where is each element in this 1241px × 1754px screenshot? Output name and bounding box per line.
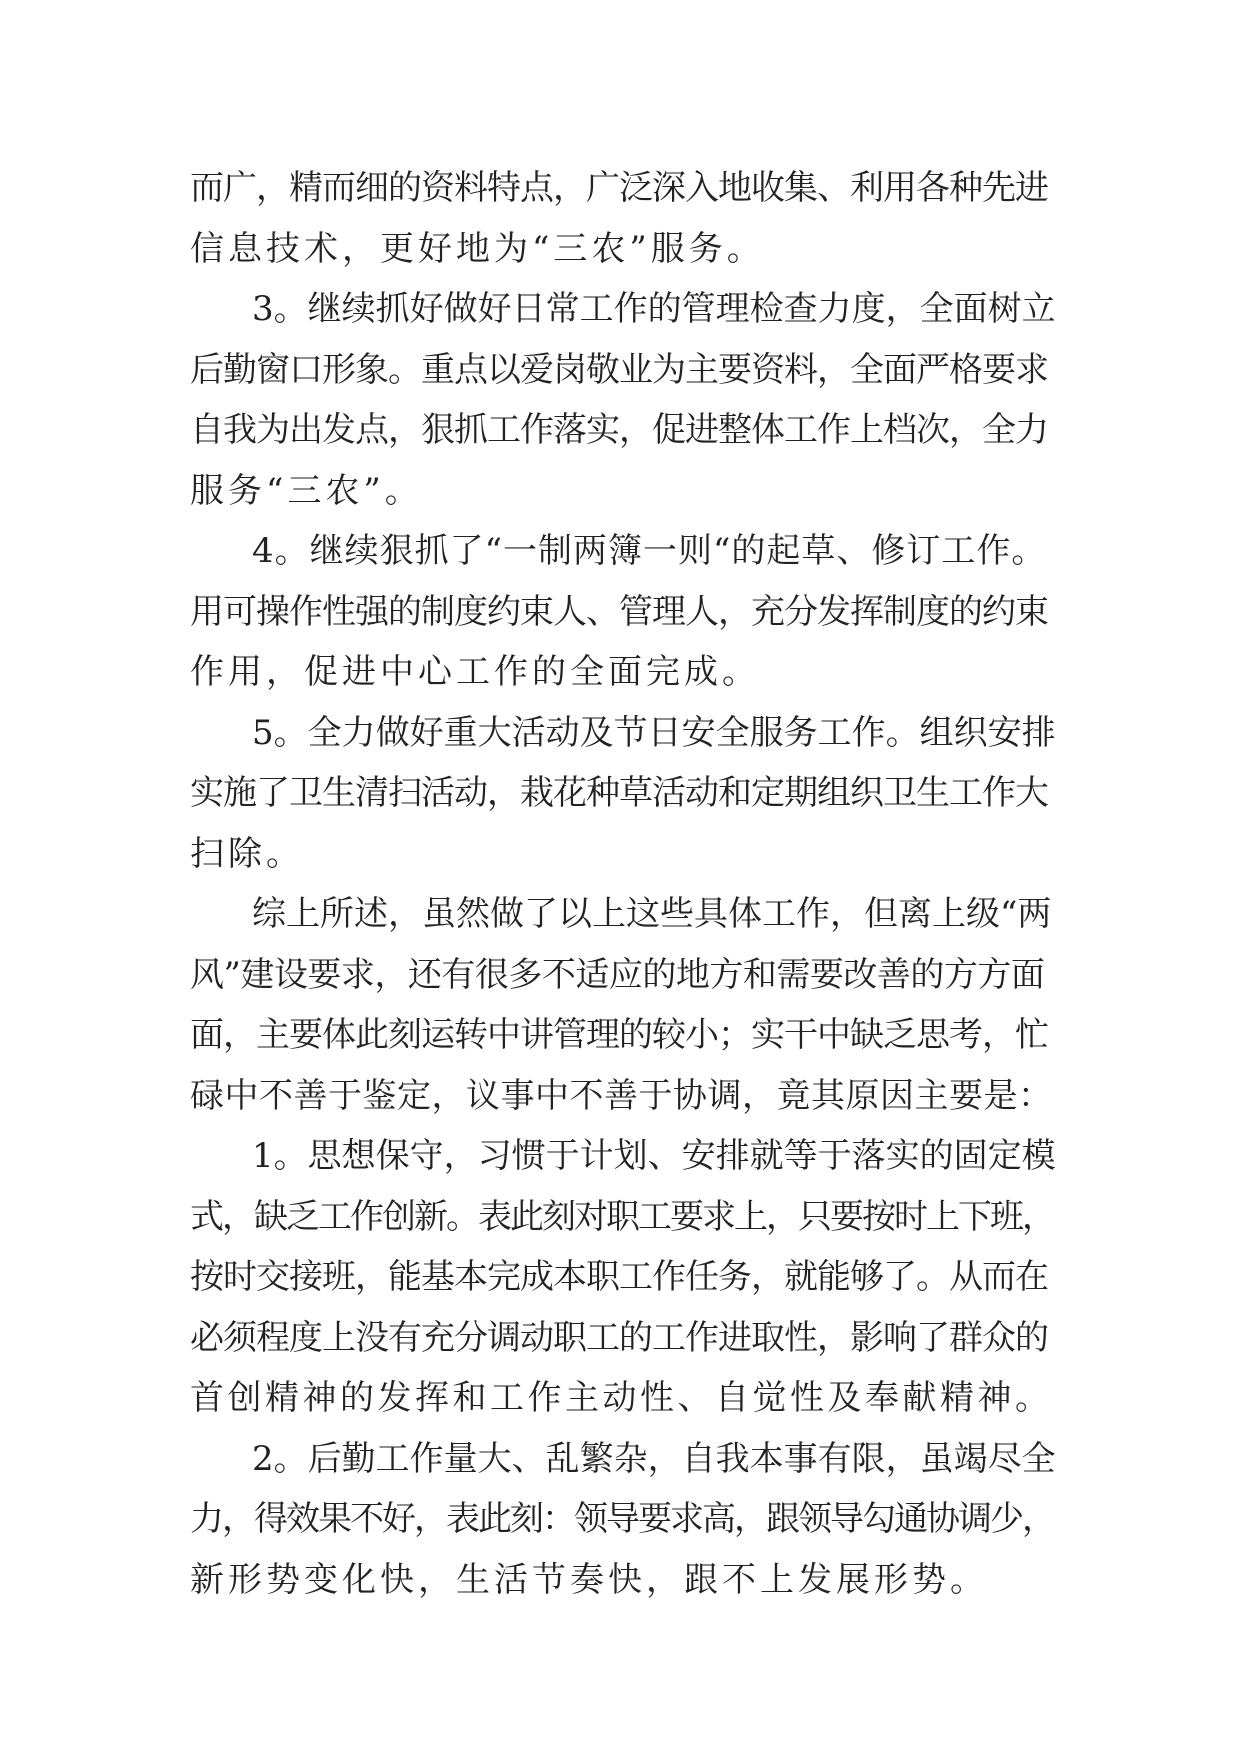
text-line: 首创精神的发挥和工作主动性、自觉性及奉献精神。 [190,1378,1053,1418]
text-line: 信息技术，更好地为“三农”服务。 [190,228,765,269]
text-line: 新形势变化快，生活节奏快，跟不上发展形势。 [190,1559,988,1600]
text-line: 自我为出发点，狠抓工作落实，促进整体工作上档次，全力 [190,410,1048,450]
text-line: 3。继续抓好做好日常工作的管理检查力度，全面树立 [252,289,1056,329]
text-line: 实施了卫生清扫活动，栽花种草活动和定期组织卫生工作大 [190,773,1048,813]
text-line: 用可操作性强的制度约束人、管理人，充分发挥制度的约束 [190,591,1048,632]
text-line: 面，主要体此刻运转中讲管理的较小；实干中缺乏思考，忙 [190,1015,1048,1055]
document-body [190,158,1056,1610]
text-line: 力，得效果不好，表此刻：领导要求高，跟领导勾通协调少， [190,1499,1054,1539]
text-line: 而广，精而细的资料特点，广泛深入地收集、利用各种先进 [190,168,1048,208]
text-line: 扫除。 [190,833,304,874]
text-line: 综上所述，虽然做了以上这些具体工作，但离上级“两 [252,894,1052,934]
text-line: 按时交接班，能基本完成本职工作任务，就能够了。从而在 [190,1257,1048,1297]
text-line: 2。后勤工作量大、乱繁杂，自我本事有限，虽竭尽全 [252,1438,1056,1479]
text-line: 作用，促进中心工作的全面完成。 [190,652,760,692]
text-line: 必须程度上没有充分调动职工的工作进取性，影响了群众的 [190,1317,1048,1358]
text-line: 式，缺乏工作创新。表此刻对职工要求上，只要按时上下班， [190,1196,1054,1237]
text-line: 服务“三农”。 [190,470,423,511]
text-line: 碌中不善于鉴定，议事中不善于协调，竟其原因主要是： [190,1075,1053,1116]
text-line: 后勤窗口形象。重点以爱岗敬业为主要资料，全面严格要求 [190,349,1048,390]
text-line: 风”建设要求，还有很多不适应的地方和需要改善的方方面 [190,954,1045,995]
text-line: 5。全力做好重大活动及节日安全服务工作。组织安排 [252,712,1056,753]
text-line: 4。继续狠抓了“一制两簿一则“的起草、修订工作。 [252,531,1047,571]
text-line: 1。思想保守，习惯于计划、安排就等于落实的固定模 [252,1136,1056,1176]
